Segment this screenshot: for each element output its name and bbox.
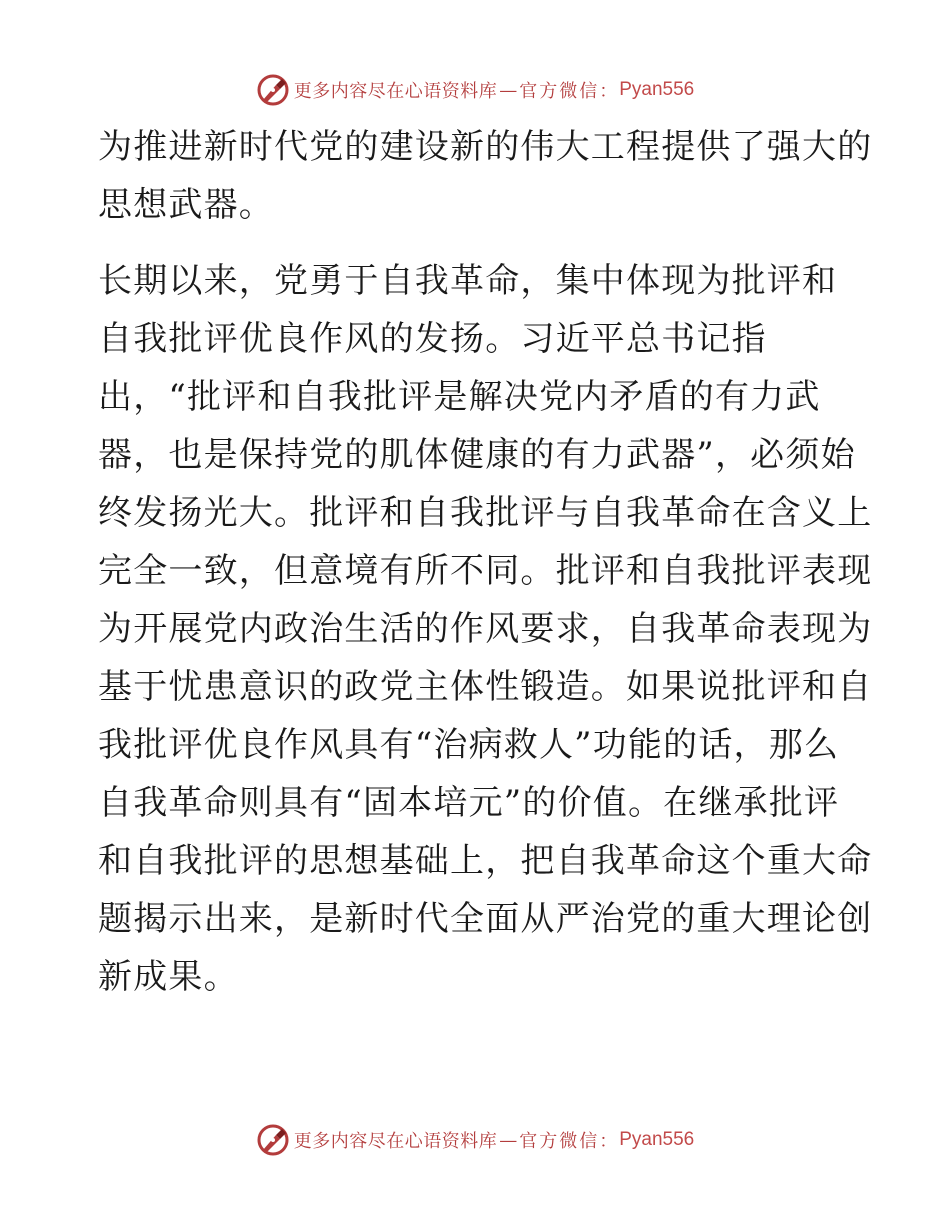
wechat-id: Pyan556 (619, 1129, 695, 1150)
text-line: 长期以来，党勇于自我革命，集中体现为批评和 (98, 261, 838, 301)
wechat-id: Pyan556 (619, 79, 695, 100)
footer-banner (0, 1120, 950, 1160)
paragraph-1 (98, 118, 873, 234)
text-line: 基于忧患意识的政党主体性锻造。如果说批评和自 (98, 667, 873, 707)
text-line: 器，也是保持党的肌体健康的有力武器”，必须始 (98, 435, 856, 475)
text-line: 为推进新时代党的建设新的伟大工程提供了强大的 (98, 127, 873, 167)
site-name-text: 更多内容尽在心语资料库 (293, 1131, 498, 1152)
text-line: 出，“批评和自我批评是解决党内矛盾的有力武 (98, 377, 821, 417)
text-line: 思想武器。 (98, 185, 274, 225)
text-line: 新成果。 (98, 957, 239, 997)
pen-nib-circle-icon (256, 73, 290, 107)
text-line: 自我批评优良作风的发扬。习近平总书记指 (98, 319, 767, 359)
wechat-label: 官方微信： (519, 81, 620, 102)
text-line: 完全一致，但意境有所不同。批评和自我批评表现 (98, 551, 873, 591)
paragraph-gap (98, 234, 850, 252)
text-line: 我批评优良作风具有“治病救人”功能的话，那么 (98, 725, 840, 765)
text-line: 和自我批评的思想基础上，把自我革命这个重大命 (98, 841, 873, 881)
header-banner (0, 70, 950, 110)
text-line: 自我革命则具有“固本培元”的价值。在继承批评 (98, 783, 840, 823)
site-name-text: 更多内容尽在心语资料库 (293, 81, 498, 102)
text-line: 为开展党内政治生活的作风要求，自我革命表现为 (98, 609, 873, 649)
pen-nib-circle-icon (256, 1123, 290, 1157)
text-line: 终发扬光大。批评和自我批评与自我革命在含义上 (98, 493, 873, 533)
banner-separator: — (499, 1129, 518, 1151)
wechat-label: 官方微信： (519, 1131, 620, 1152)
paragraph-2 (98, 252, 873, 1006)
banner-separator: — (499, 79, 518, 101)
text-line: 题揭示出来，是新时代全面从严治党的重大理论创 (98, 899, 873, 939)
document-body (98, 118, 873, 1006)
